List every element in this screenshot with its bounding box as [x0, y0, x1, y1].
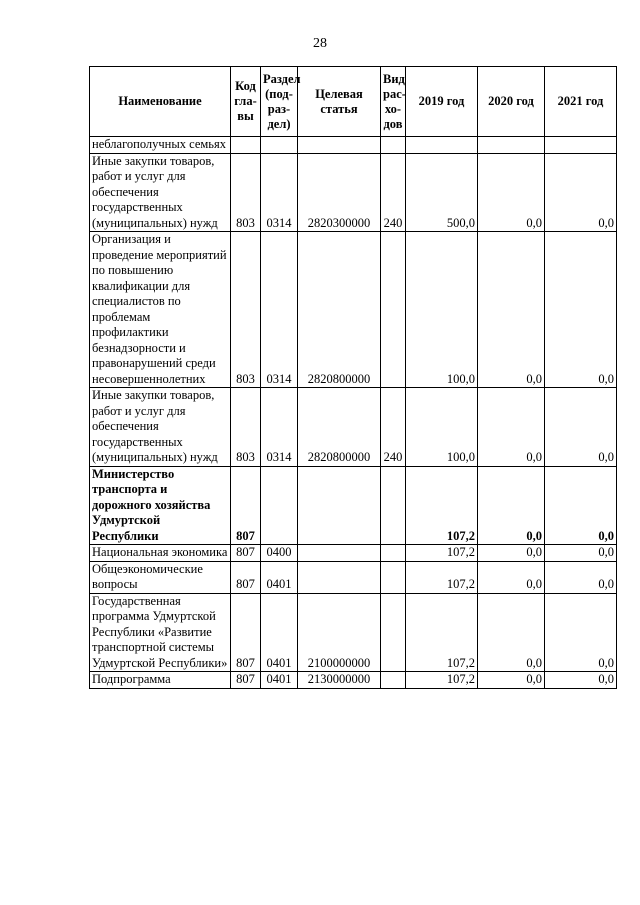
row-target — [298, 561, 381, 593]
row-target: 2820800000 — [298, 232, 381, 388]
row-2019: 107,2 — [406, 466, 478, 545]
row-code: 807 — [231, 545, 261, 562]
row-expense — [381, 466, 406, 545]
row-2020: 0,0 — [478, 672, 545, 689]
page-number: 28 — [313, 36, 327, 51]
row-2019: 100,0 — [406, 232, 478, 388]
row-2021: 0,0 — [545, 388, 617, 467]
row-code: 803 — [231, 232, 261, 388]
row-code: 807 — [231, 466, 261, 545]
row-2019 — [406, 137, 478, 154]
table-row — [90, 232, 617, 388]
table-row — [90, 593, 617, 672]
row-target: 2820300000 — [298, 153, 381, 232]
row-expense: 240 — [381, 153, 406, 232]
row-expense — [381, 232, 406, 388]
header-target: Целевая статья — [298, 67, 381, 137]
row-name: Организация и проведение мероприятий по повышению квалификации для специалистов по проблемам профилактики безнадзорности и правонарушений среди несовершеннолетних — [90, 232, 231, 388]
table-row — [90, 466, 617, 545]
row-2019: 107,2 — [406, 672, 478, 689]
row-name: Иные закупки товаров, работ и услуг для обеспечения государственных (муниципальных) нужд — [90, 153, 231, 232]
row-2021: 0,0 — [545, 672, 617, 689]
header-2020: 2020 год — [478, 67, 545, 137]
row-section: 0314 — [261, 388, 298, 467]
row-code: 807 — [231, 593, 261, 672]
row-section: 0401 — [261, 561, 298, 593]
row-expense — [381, 137, 406, 154]
row-section: 0401 — [261, 593, 298, 672]
header-2021: 2021 год — [545, 67, 617, 137]
row-name: Общеэкономические вопросы — [90, 561, 231, 593]
row-2019: 107,2 — [406, 593, 478, 672]
row-expense — [381, 593, 406, 672]
row-target: 2100000000 — [298, 593, 381, 672]
row-code: 807 — [231, 561, 261, 593]
header-section: Раздел (под- раз- дел) — [261, 67, 298, 137]
row-2020: 0,0 — [478, 232, 545, 388]
header-code: Код гла- вы — [231, 67, 261, 137]
row-section: 0314 — [261, 232, 298, 388]
row-expense — [381, 561, 406, 593]
row-code — [231, 137, 261, 154]
header-expense: Вид рас- хо- дов — [381, 67, 406, 137]
table-row — [90, 153, 617, 232]
row-2020 — [478, 137, 545, 154]
row-section — [261, 137, 298, 154]
row-target — [298, 137, 381, 154]
row-expense: 240 — [381, 388, 406, 467]
row-name: Государственная программа Удмуртской Республики «Развитие транспортной системы Удмуртской Республики» — [90, 593, 231, 672]
row-name: Иные закупки товаров, работ и услуг для обеспечения государственных (муниципальных) нужд — [90, 388, 231, 467]
row-expense — [381, 545, 406, 562]
row-2021 — [545, 137, 617, 154]
row-name: Национальная экономика — [90, 545, 231, 562]
row-2021: 0,0 — [545, 153, 617, 232]
row-2021: 0,0 — [545, 466, 617, 545]
row-2020: 0,0 — [478, 466, 545, 545]
row-target — [298, 466, 381, 545]
row-2020: 0,0 — [478, 388, 545, 467]
row-2020: 0,0 — [478, 545, 545, 562]
budget-table — [89, 66, 617, 689]
row-2019: 500,0 — [406, 153, 478, 232]
row-2020: 0,0 — [478, 593, 545, 672]
table-row — [90, 561, 617, 593]
row-section: 0314 — [261, 153, 298, 232]
row-name: Министерство транспорта и дорожного хозяйства Удмуртской Республики — [90, 466, 231, 545]
row-section: 0400 — [261, 545, 298, 562]
row-2021: 0,0 — [545, 561, 617, 593]
table-row — [90, 545, 617, 562]
table-row — [90, 672, 617, 689]
header-name: Наименование — [90, 67, 231, 137]
table-header-row — [90, 67, 617, 137]
table-row — [90, 137, 617, 154]
row-code: 803 — [231, 153, 261, 232]
row-2019: 100,0 — [406, 388, 478, 467]
row-2021: 0,0 — [545, 545, 617, 562]
row-target — [298, 545, 381, 562]
row-2020: 0,0 — [478, 561, 545, 593]
table-row — [90, 388, 617, 467]
row-2019: 107,2 — [406, 561, 478, 593]
row-expense — [381, 672, 406, 689]
row-section: 0401 — [261, 672, 298, 689]
row-name: неблагополучных семьях — [90, 137, 231, 154]
row-code: 803 — [231, 388, 261, 467]
header-2019: 2019 год — [406, 67, 478, 137]
row-2019: 107,2 — [406, 545, 478, 562]
row-2021: 0,0 — [545, 232, 617, 388]
row-target: 2820800000 — [298, 388, 381, 467]
row-2020: 0,0 — [478, 153, 545, 232]
row-name: Подпрограмма — [90, 672, 231, 689]
row-section — [261, 466, 298, 545]
row-target: 2130000000 — [298, 672, 381, 689]
row-2021: 0,0 — [545, 593, 617, 672]
row-code: 807 — [231, 672, 261, 689]
